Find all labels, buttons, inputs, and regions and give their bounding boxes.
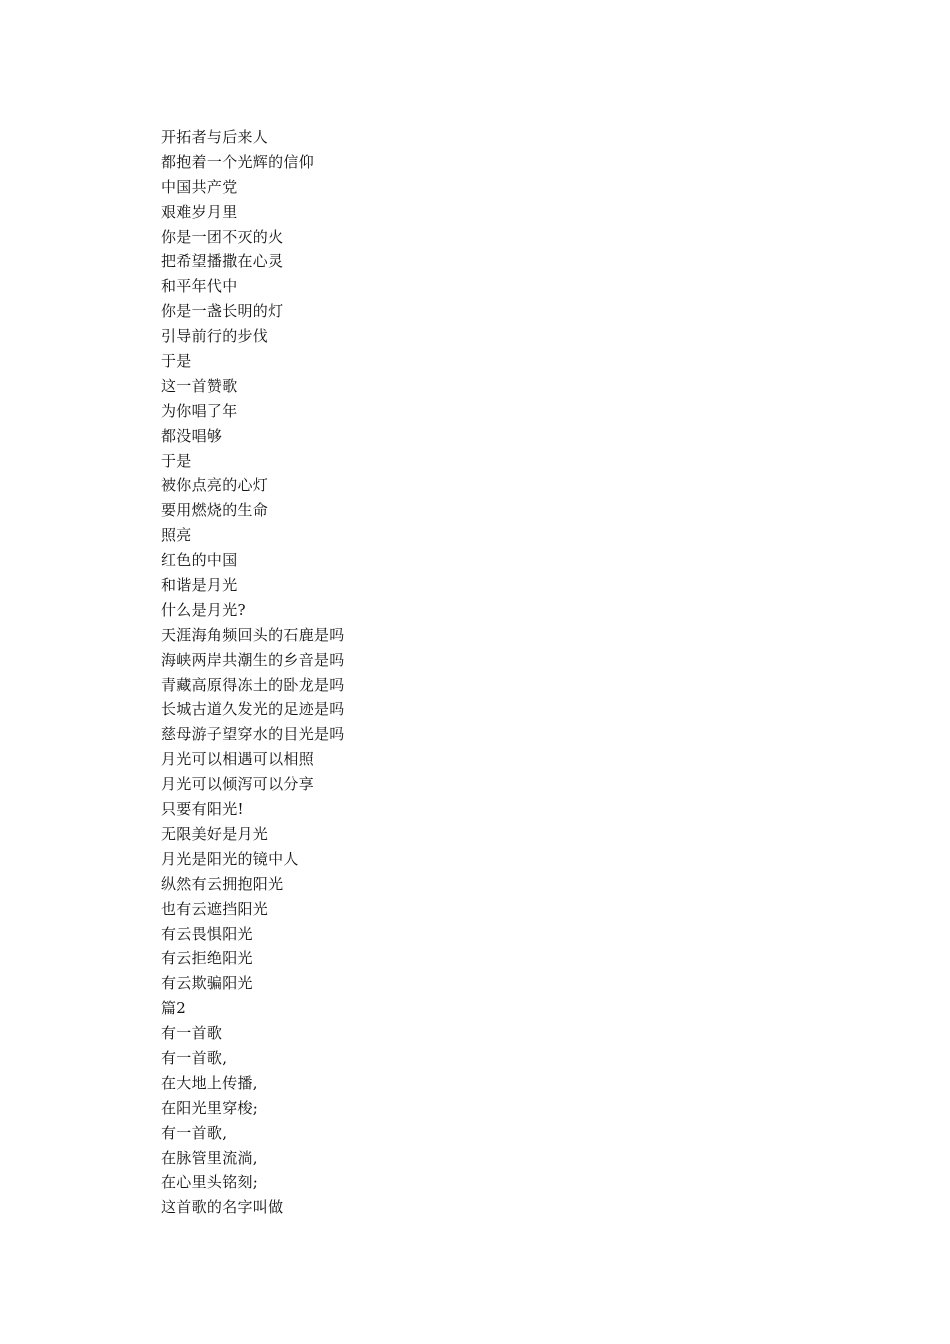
text-line: 艰难岁月里 <box>161 202 238 221</box>
text-line: 都没唱够 <box>161 426 223 445</box>
text-line: 要用燃烧的生命 <box>161 501 269 520</box>
text-line: 月光可以相遇可以相照 <box>161 750 315 769</box>
text-line: 你是一团不灭的火 <box>161 227 284 246</box>
text-line: 长城古道久发光的足迹是吗 <box>161 700 345 719</box>
text-line: 在大地上传播, <box>161 1073 258 1092</box>
poem-text <box>161 125 801 1220</box>
text-line: 你是一盏长明的灯 <box>161 302 284 321</box>
text-line: 引导前行的步伐 <box>161 327 269 346</box>
text-line: 这一首赞歌 <box>161 376 238 395</box>
text-line: 有云拒绝阳光 <box>161 949 253 968</box>
text-line: 有一首歌 <box>161 1024 223 1043</box>
text-line: 有云畏惧阳光 <box>161 924 253 943</box>
text-line: 这首歌的名字叫做 <box>161 1198 284 1217</box>
text-line: 月光是阳光的镜中人 <box>161 849 299 868</box>
text-line: 于是 <box>161 451 192 470</box>
text-line: 在脉管里流淌, <box>161 1148 258 1167</box>
text-line: 纵然有云拥抱阳光 <box>161 874 284 893</box>
text-line: 照亮 <box>161 526 192 545</box>
text-line: 海峡两岸共潮生的乡音是吗 <box>161 650 345 669</box>
text-line: 红色的中国 <box>161 551 238 570</box>
text-line: 也有云遮挡阳光 <box>161 899 269 918</box>
text-line: 中国共产党 <box>161 177 238 196</box>
text-line: 月光可以倾泻可以分享 <box>161 775 315 794</box>
text-line: 为你唱了年 <box>161 401 238 420</box>
text-line: 什么是月光? <box>161 600 246 619</box>
text-line: 和谐是月光 <box>161 576 238 595</box>
text-line: 天涯海角频回头的石鹿是吗 <box>161 625 345 644</box>
text-line: 有云欺骗阳光 <box>161 974 253 993</box>
text-line: 无限美好是月光 <box>161 824 269 843</box>
text-line: 有一首歌, <box>161 1048 228 1067</box>
text-line: 只要有阳光! <box>161 800 244 819</box>
text-line: 开拓者与后来人 <box>161 128 269 146</box>
text-line: 于是 <box>161 352 192 371</box>
section-heading: 篇2 <box>161 999 187 1018</box>
text-line: 在阳光里穿梭; <box>161 1098 259 1117</box>
text-line: 在心里头铭刻; <box>161 1173 259 1192</box>
text-line: 慈母游子望穿水的目光是吗 <box>161 725 345 744</box>
text-line: 都抱着一个光辉的信仰 <box>161 152 315 171</box>
text-line: 把希望播撒在心灵 <box>161 252 284 271</box>
text-line: 被你点亮的心灯 <box>161 476 269 495</box>
text-line: 和平年代中 <box>161 277 238 296</box>
text-line: 有一首歌, <box>161 1123 228 1142</box>
text-line: 青藏高原得冻土的卧龙是吗 <box>161 675 345 694</box>
